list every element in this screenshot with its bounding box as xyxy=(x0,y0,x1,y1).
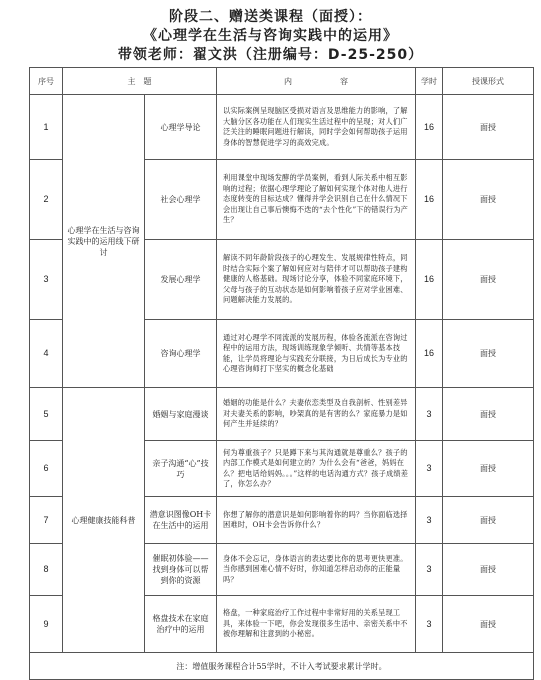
row-no: 9 xyxy=(30,596,63,653)
row-form: 面授 xyxy=(443,544,534,596)
row-hours: 16 xyxy=(416,160,443,240)
row-title: 婚姻与家庭漫谈 xyxy=(145,388,217,441)
table-header-row xyxy=(30,68,534,95)
row-hours: 3 xyxy=(416,596,443,653)
row-form: 面授 xyxy=(443,497,534,544)
col-header-no: 序号 xyxy=(30,68,63,95)
row-no: 7 xyxy=(30,497,63,544)
row-form: 面授 xyxy=(443,596,534,653)
row-no: 8 xyxy=(30,544,63,596)
row-content: 婚姻的功能是什么？夫妻依恋类型及自我剖析、性别差异对夫妻关系的影响，吵架真的是有害的么？家庭暴力是如何产生并延续的？ xyxy=(217,388,416,441)
row-hours: 3 xyxy=(416,388,443,441)
row-content: 利用课堂中现场发酵的学员案例，看到人际关系中相互影响的过程；依据心理学理论了解如何实现个体对他人进行态度转变的目标达成？懂得并学会识别自己在什么情况下会出现让自己事后懊悔不迭的“去个性化”下的错误行为产生？ xyxy=(217,160,416,240)
row-title: 社会心理学 xyxy=(145,160,217,240)
row-title: 心理学导论 xyxy=(145,95,217,160)
teacher-line: 带领老师：翟文洪（注册编号：D-25-250） xyxy=(117,47,424,63)
row-hours: 3 xyxy=(416,544,443,596)
row-title: 咨询心理学 xyxy=(145,320,217,388)
row-hours: 3 xyxy=(416,441,443,497)
table-row xyxy=(30,388,534,441)
document-header xyxy=(0,0,541,67)
row-content: 解读不同年龄阶段孩子的心理发生、发展规律性特点，同时结合实际个案了解如何应对与陪伴才可以帮助孩子建构健康的人格基础。现场讨论分享，体验不同家庭环境下，父母与孩子的互动状态是如何影响着孩子应对学业困难、问题解决能力发展的。 xyxy=(217,240,416,320)
row-content: 身体不会忘记，身体语言的表达要比你的思考更快更准。当你感到困难心情不好时，你知道怎样启动你的正能量吗？ xyxy=(217,544,416,596)
group-theme: 心理学在生活与咨询实践中的运用线下研讨 xyxy=(63,95,145,388)
table-note-row xyxy=(30,653,534,680)
table-note: 注：增值服务课程合计55学时，不计入考试要求累计学时。 xyxy=(30,653,534,680)
row-no: 1 xyxy=(30,95,63,160)
stage-title: 阶段二、赠送类课程（面授）： xyxy=(169,9,372,25)
course-table xyxy=(29,67,534,680)
row-title: 潜意识图像OH卡在生活中的运用 xyxy=(145,497,217,544)
course-title: 《心理学在生活与咨询实践中的运用》 xyxy=(143,28,398,44)
row-hours: 16 xyxy=(416,240,443,320)
col-header-hours: 学时 xyxy=(416,68,443,95)
row-title: 发展心理学 xyxy=(145,240,217,320)
row-form: 面授 xyxy=(443,240,534,320)
row-hours: 16 xyxy=(416,320,443,388)
row-content: 以实际案例呈现脑区受损对语言及思维能力的影响，了解大脑分区各功能在人们现实生活过程中的呈现；对人们广泛关注的睡眠问题进行解读，同时学会如何帮助孩子运用身体的智慧促进学习的高效完成。 xyxy=(217,95,416,160)
row-content: 你想了解你的潜意识是如何影响着你的吗？当你面临选择困难时，OH卡会告诉你什么？ xyxy=(217,497,416,544)
row-title: 催眠初体验——找到身体可以帮到你的资源 xyxy=(145,544,217,596)
table-row xyxy=(30,95,534,160)
row-content: 格盘，一种家庭治疗工作过程中非常好用的关系呈现工具，来体验一下吧，你会发现很多生活中、亲密关系中不被你理解和注意到的小秘密。 xyxy=(217,596,416,653)
row-form: 面授 xyxy=(443,95,534,160)
row-no: 6 xyxy=(30,441,63,497)
row-no: 5 xyxy=(30,388,63,441)
col-header-content: 内 容 xyxy=(217,68,416,95)
row-no: 3 xyxy=(30,240,63,320)
row-form: 面授 xyxy=(443,388,534,441)
row-no: 2 xyxy=(30,160,63,240)
row-no: 4 xyxy=(30,320,63,388)
row-hours: 3 xyxy=(416,497,443,544)
row-title: 亲子沟通“心”技巧 xyxy=(145,441,217,497)
row-form: 面授 xyxy=(443,320,534,388)
row-form: 面授 xyxy=(443,441,534,497)
row-content: 通过对心理学不同流派的发展历程，体验各流派在咨询过程中的运用方法，现场训练现象学倾听、共情等基本技能，让学员将理论与实践充分联接，为日后成长为专业的心理咨询师打下坚实的概念化基础 xyxy=(217,320,416,388)
row-title: 格盘技术在家庭治疗中的运用 xyxy=(145,596,217,653)
row-content: 何为尊重孩子？只是蹲下来与其沟通就是尊重么？孩子的内部工作模式是如何建立的？为什么会有“爸爸，妈妈在么？把电话给妈妈。。。”这样的电话沟通方式？孩子成绩差了，你怎么办？ xyxy=(217,441,416,497)
row-hours: 16 xyxy=(416,95,443,160)
row-form: 面授 xyxy=(443,160,534,240)
col-header-form: 授课形式 xyxy=(443,68,534,95)
col-header-theme: 主 题 xyxy=(63,68,217,95)
group-theme: 心理健康技能科普 xyxy=(63,388,145,653)
